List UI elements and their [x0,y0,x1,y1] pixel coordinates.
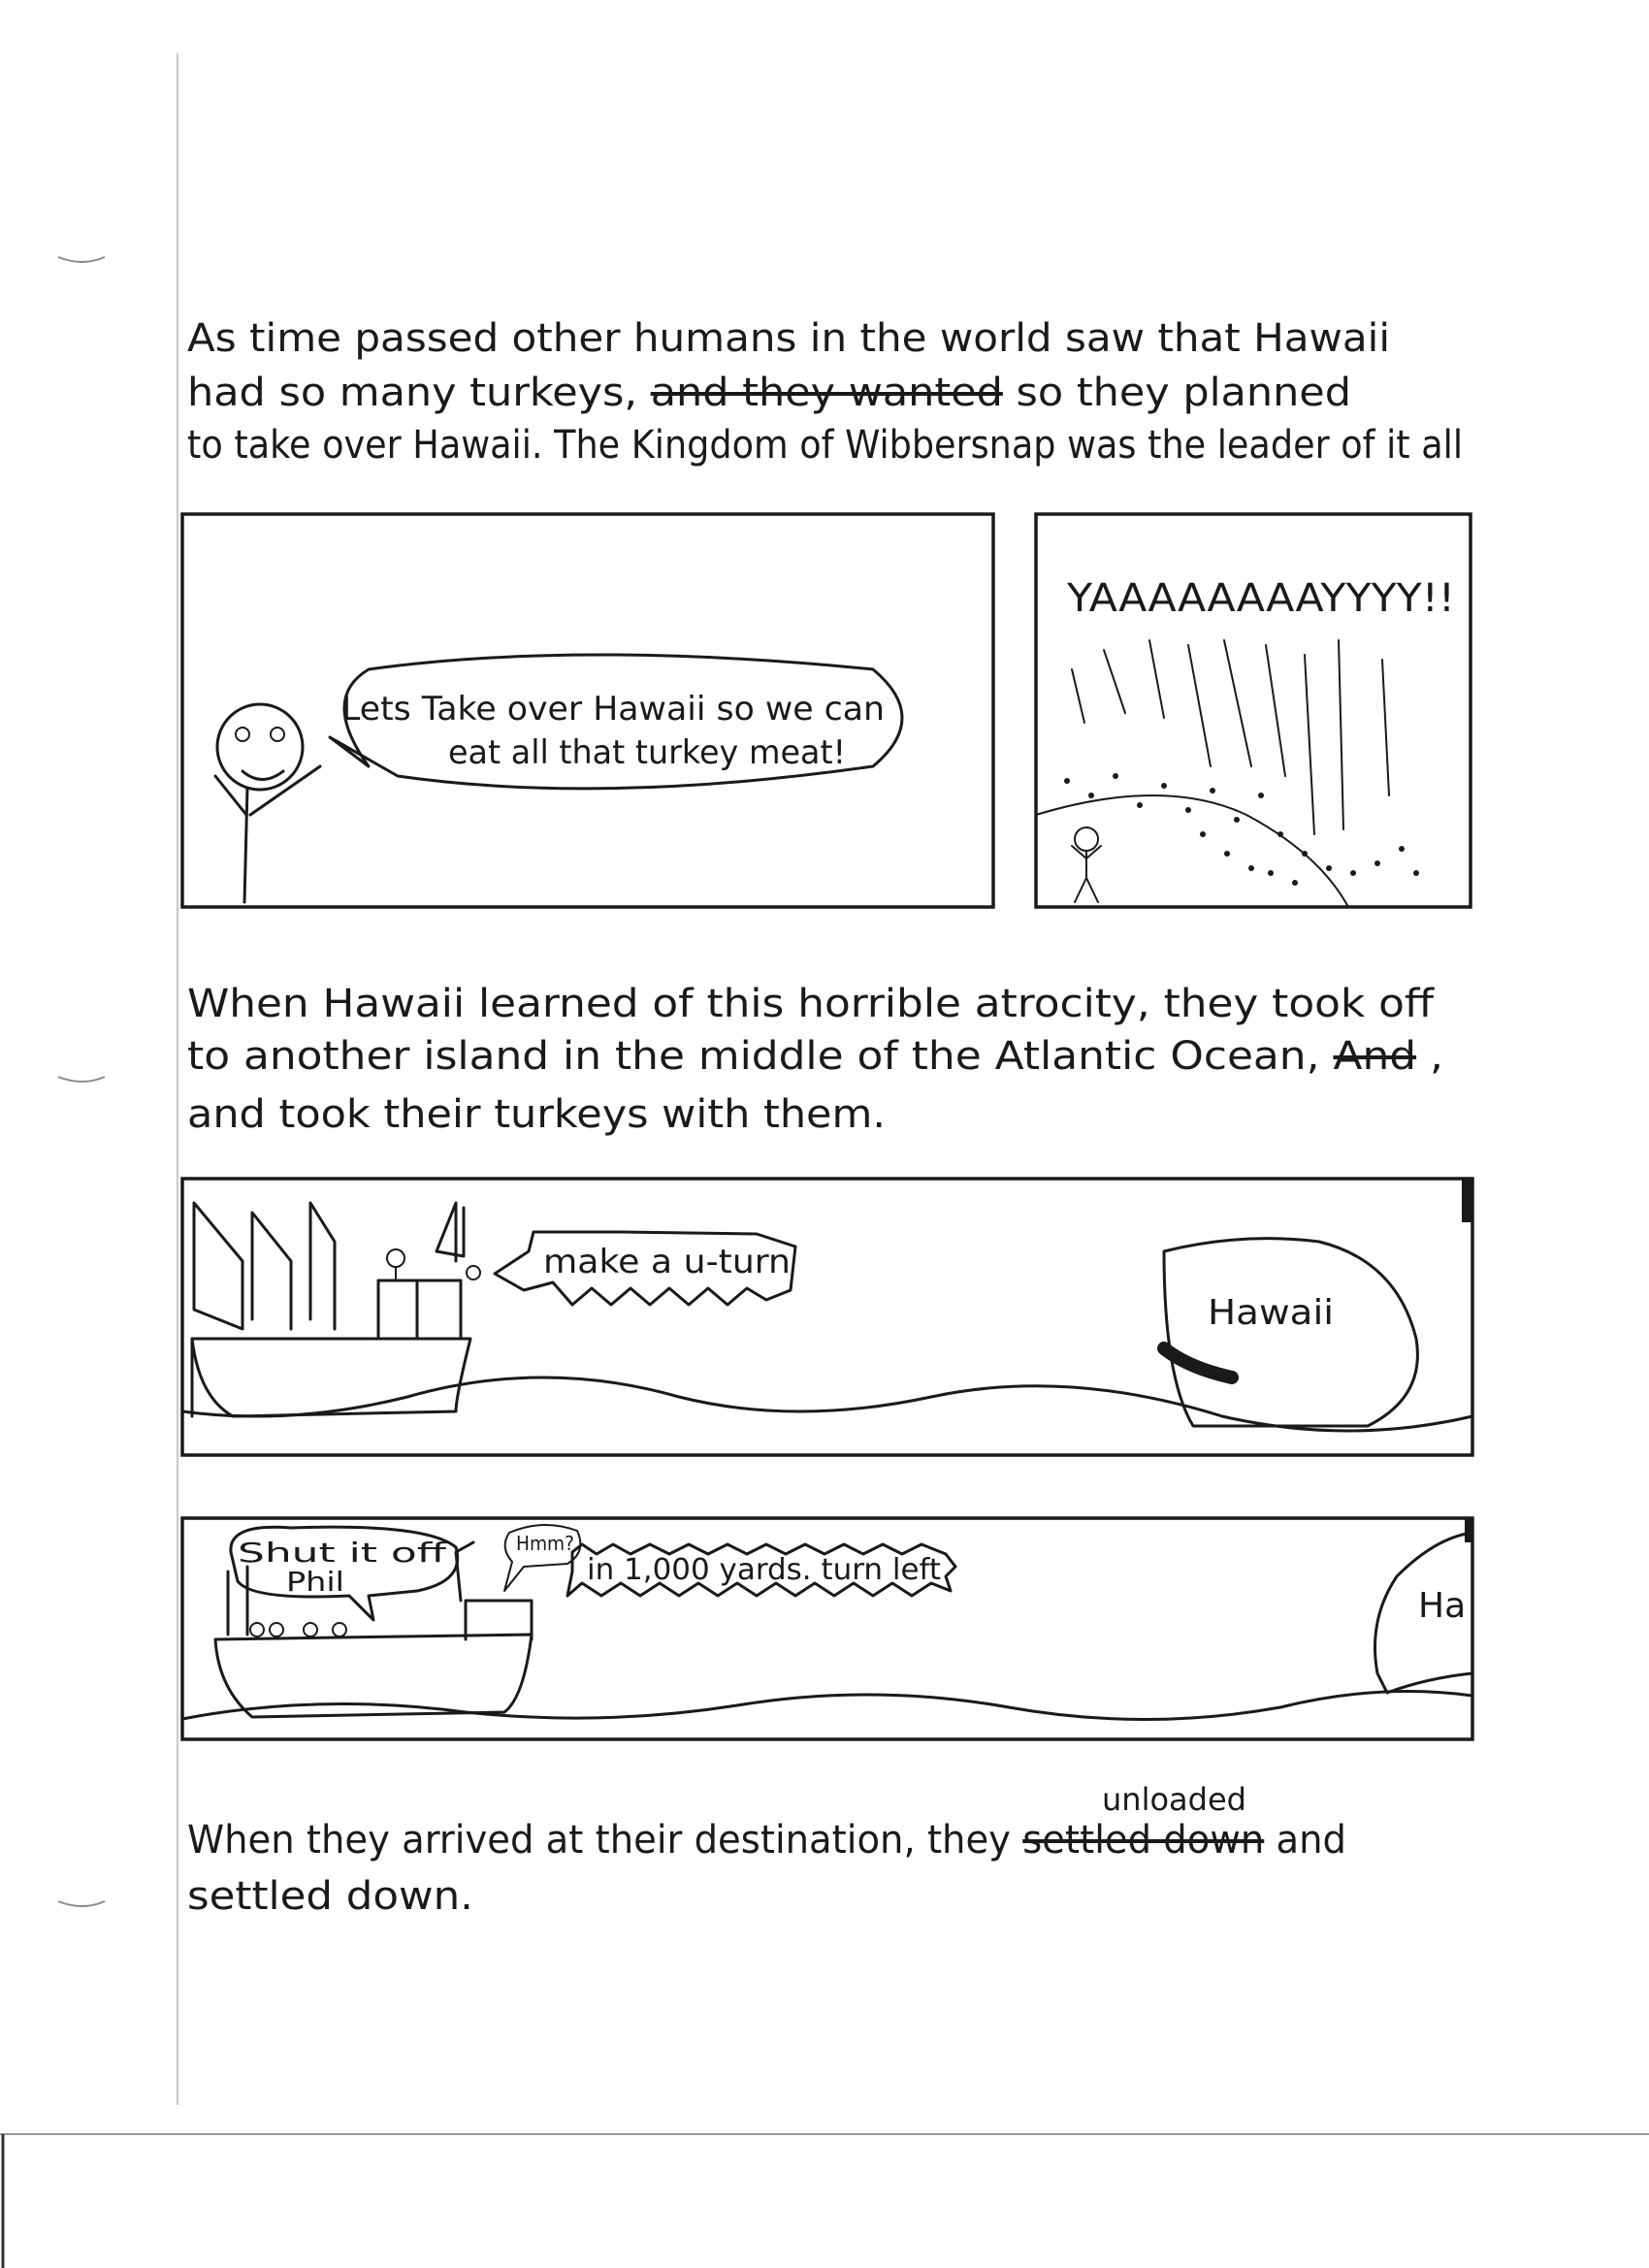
speech-bubble [330,655,902,789]
struck-text: And [1333,1034,1409,1079]
comic-panel-4 [182,1518,1472,1739]
ship [215,1542,532,1717]
speech-bubble-jagged [567,1544,955,1596]
narration-line: and took their turkeys with them. [187,1092,886,1137]
island-partial [1375,1533,1473,1693]
inserted-word: unloaded [1102,1781,1246,1818]
stick-figure [215,704,320,902]
island-label: Hawaii [1208,1293,1334,1333]
narration-line [187,371,1351,415]
comic-panel-2 [1036,514,1471,907]
stick-figure [1072,827,1101,902]
struck-text: settled down [1022,1818,1274,1863]
speech-text: Lets Take over Hawaii so we can [341,690,885,729]
narration-line: settled down. [187,1874,473,1919]
panel-frame [1036,514,1471,907]
narration-text: so they planned [1016,371,1329,415]
sea-waves [182,1377,1472,1431]
narration-text: had so many turkeys, [187,371,607,415]
narration-line [187,1818,1349,1863]
narration-text: , [1430,1034,1442,1079]
island-label: Ha [1418,1586,1467,1626]
shout-text: YAAAAAAAAYYYY!! [1065,576,1455,621]
comic-panel-3 [182,1179,1472,1455]
speech-bubble [231,1527,458,1620]
narration-line [187,1034,1443,1079]
crowd-dots [1064,773,1419,886]
narration-line: to take over Hawaii. The Kingdom of Wibbersnap was the leader of it all [187,423,1463,468]
hill [1036,795,1348,907]
narration-block-1 [187,316,1463,468]
speech-text: Hmm? [516,1532,574,1555]
narration-line: When Hawaii learned of this horrible atrocity, they took off [187,982,1436,1026]
crowd-rays [1072,640,1389,834]
narration-text: When they arrived at their destination, they [187,1818,1043,1863]
hole-mark [58,1901,105,1906]
speech-text: make a u-turn [543,1243,791,1281]
narration-block-2 [187,982,1443,1137]
island [1164,1239,1417,1426]
speech-text: Phil [286,1566,344,1598]
ship [192,1203,480,1416]
narration-text: and [1276,1818,1349,1863]
speech-text: Shut it off [238,1537,448,1569]
hole-mark [58,1077,105,1082]
struck-text: and they wanted [650,371,979,415]
narration-text: to another island in the middle of the Atlantic Ocean, [187,1034,1220,1079]
narration-line: As time passed other humans in the world saw that Hawaii [187,316,1391,361]
speech-text: eat all that turkey meat! [448,733,846,772]
hole-mark [58,257,105,262]
narration-block-3 [187,1781,1349,1919]
speech-bubble-jagged [495,1232,795,1305]
comic-panel-1 [182,514,993,907]
speech-text: in 1,000 yards. turn left [587,1553,942,1587]
